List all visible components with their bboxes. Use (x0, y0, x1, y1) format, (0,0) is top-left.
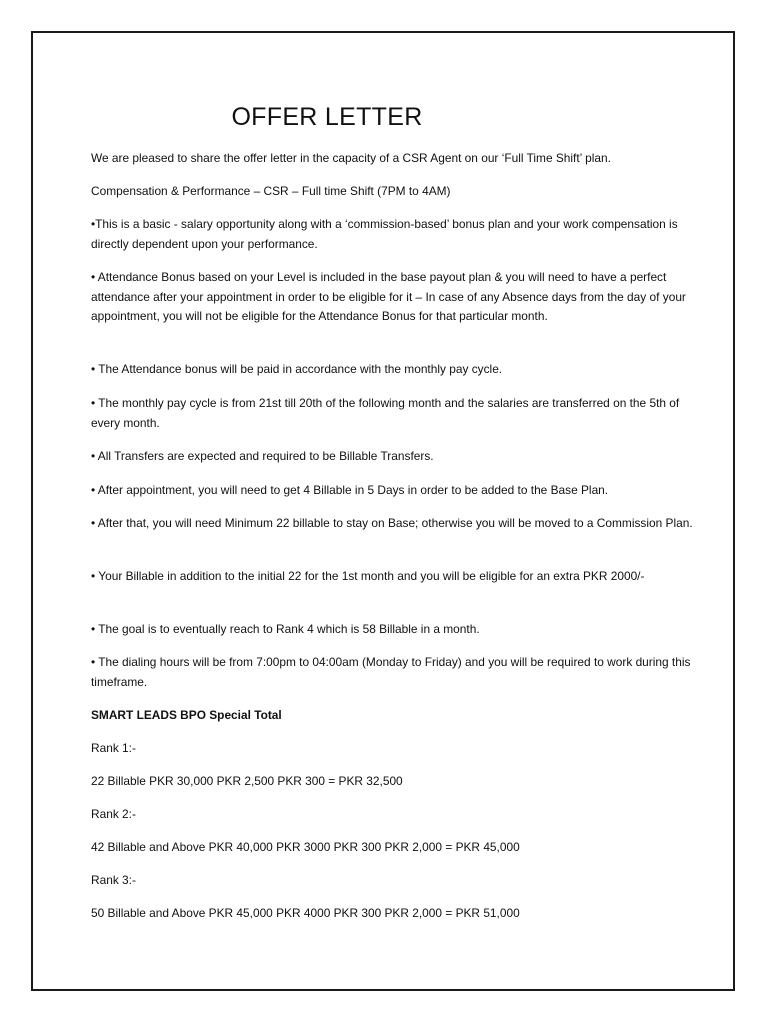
rank-detail: 50 Billable and Above PKR 45,000 PKR 4000 PKR 300 PKR 2,000 = PKR 51,000 (91, 906, 520, 920)
basic-salary-paragraph: •This is a basic - salary opportunity along with a ‘commission-based’ bonus plan and your work compensation is directly dependent upon your performance. (91, 217, 678, 251)
extra-pkr-paragraph: • Your Billable in addition to the initial 22 for the 1st month and you will be eligible for an extra PKR 2000/- (91, 569, 645, 583)
compensation-line: Compensation & Performance – CSR – Full time Shift (7PM to 4AM) (91, 184, 451, 198)
rank-label: Rank 2:- (91, 807, 136, 821)
monthly-pay-cycle-paragraph: • The monthly pay cycle is from 21st till 20th of the following month and the salaries are transferred on the 5th of every month. (91, 396, 680, 430)
rank-detail: 22 Billable PKR 30,000 PKR 2,500 PKR 300 = PKR 32,500 (91, 774, 403, 788)
billable-transfers-paragraph: • All Transfers are expected and required to be Billable Transfers. (91, 449, 434, 463)
document-title: OFFER LETTER (231, 103, 423, 131)
rank-label: Rank 1:- (91, 741, 136, 755)
section-heading: SMART LEADS BPO Special Total (91, 708, 282, 722)
attendance-pay-cycle-paragraph: • The Attendance bonus will be paid in accordance with the monthly pay cycle. (91, 362, 503, 376)
dialing-hours-paragraph: • The dialing hours will be from 7:00pm to 04:00am (Monday to Friday) and you will be required to work during this timeframe. (91, 655, 691, 689)
rank-label: Rank 3:- (91, 873, 136, 887)
minimum-billable-paragraph: • After that, you will need Minimum 22 billable to stay on Base; otherwise you will be moved to a Commission Plan. (91, 516, 693, 530)
page-border (31, 31, 735, 991)
rank-goal-paragraph: • The goal is to eventually reach to Rank 4 which is 58 Billable in a month. (91, 622, 480, 636)
rank-detail: 42 Billable and Above PKR 40,000 PKR 3000 PKR 300 PKR 2,000 = PKR 45,000 (91, 840, 520, 854)
intro-paragraph: We are pleased to share the offer letter in the capacity of a CSR Agent on our ‘Full Time Shift’ plan. (91, 151, 611, 165)
attendance-bonus-paragraph: • Attendance Bonus based on your Level is included in the base payout plan & you will need to have a perfect attendance after your appointment in order to be eligible for it – In case of any Absence days from the day of your appointment, you will not be eligible for the Attendance Bonus for that particular month. (91, 270, 686, 323)
appointment-billable-paragraph: • After appointment, you will need to get 4 Billable in 5 Days in order to be added to the Base Plan. (91, 483, 609, 497)
